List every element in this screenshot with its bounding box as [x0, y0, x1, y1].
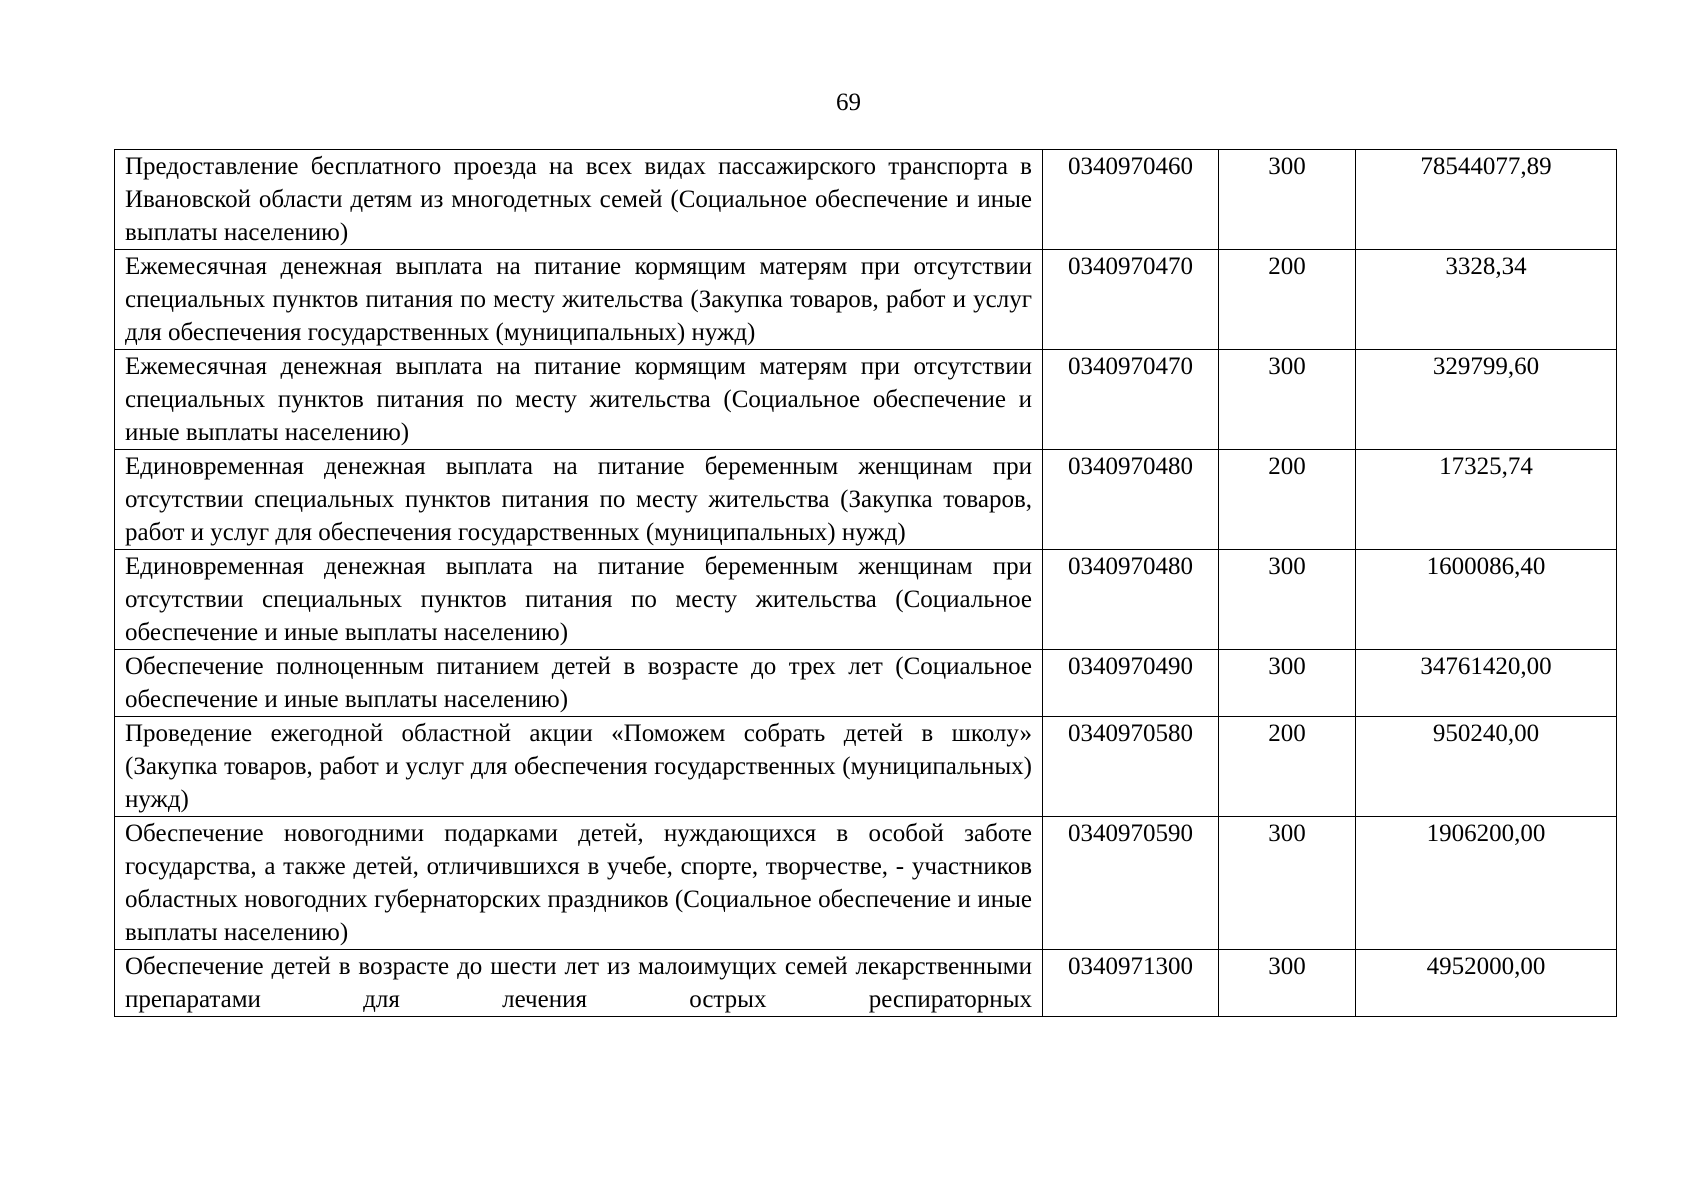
row-name: Обеспечение детей в возрасте до шести лет из малоимущих семей лекарственными препаратами для лечения острых респираторных — [115, 950, 1043, 1017]
row-code: 0340970480 — [1043, 450, 1219, 550]
row-type: 200 — [1219, 717, 1356, 817]
row-name: Обеспечение новогодними подарками детей, нуждающихся в особой заботе государства, а также детей, отличившихся в учебе, спорте, творчестве, - участников областных новогодних губернаторских праздников (Социальное обеспечение и иные выплаты населению) — [115, 817, 1043, 950]
row-sum: 329799,60 — [1356, 350, 1617, 450]
row-sum: 950240,00 — [1356, 717, 1617, 817]
row-name: Проведение ежегодной областной акции «Поможем собрать детей в школу» (Закупка товаров, работ и услуг для обеспечения государственных (муниципальных) нужд) — [115, 717, 1043, 817]
row-type: 300 — [1219, 950, 1356, 1017]
row-code: 0340970480 — [1043, 550, 1219, 650]
row-code: 0340970460 — [1043, 150, 1219, 250]
row-name: Единовременная денежная выплата на питание беременным женщинам при отсутствии специальных пунктов питания по месту жительства (Социальное обеспечение и иные выплаты населению) — [115, 550, 1043, 650]
row-sum: 1906200,00 — [1356, 817, 1617, 950]
row-code: 0340970470 — [1043, 250, 1219, 350]
table-row — [115, 550, 1617, 650]
row-type: 300 — [1219, 150, 1356, 250]
row-name: Ежемесячная денежная выплата на питание кормящим матерям при отсутствии специальных пунктов питания по месту жительства (Закупка товаров, работ и услуг для обеспечения государственных (муниципальных) нужд) — [115, 250, 1043, 350]
budget-table — [114, 149, 1617, 1017]
row-code: 0340970490 — [1043, 650, 1219, 717]
row-code: 0340970590 — [1043, 817, 1219, 950]
row-type: 300 — [1219, 350, 1356, 450]
row-sum: 1600086,40 — [1356, 550, 1617, 650]
row-sum: 4952000,00 — [1356, 950, 1617, 1017]
row-code: 0340971300 — [1043, 950, 1219, 1017]
row-sum: 17325,74 — [1356, 450, 1617, 550]
row-type: 300 — [1219, 817, 1356, 950]
table-row — [115, 250, 1617, 350]
row-sum: 3328,34 — [1356, 250, 1617, 350]
table-row — [115, 717, 1617, 817]
table-row — [115, 950, 1617, 1017]
row-sum: 78544077,89 — [1356, 150, 1617, 250]
table-row — [115, 450, 1617, 550]
table-row — [115, 150, 1617, 250]
row-type: 300 — [1219, 650, 1356, 717]
row-code: 0340970580 — [1043, 717, 1219, 817]
row-name: Ежемесячная денежная выплата на питание кормящим матерям при отсутствии специальных пунктов питания по месту жительства (Социальное обеспечение и иные выплаты населению) — [115, 350, 1043, 450]
row-type: 200 — [1219, 450, 1356, 550]
table-row — [115, 650, 1617, 717]
table-row — [115, 350, 1617, 450]
row-code: 0340970470 — [1043, 350, 1219, 450]
row-type: 300 — [1219, 550, 1356, 650]
row-sum: 34761420,00 — [1356, 650, 1617, 717]
row-type: 200 — [1219, 250, 1356, 350]
page-number: 69 — [836, 89, 861, 116]
row-name: Предоставление бесплатного проезда на всех видах пассажирского транспорта в Ивановской области детям из многодетных семей (Социальное обеспечение и иные выплаты населению) — [115, 150, 1043, 250]
table-row — [115, 817, 1617, 950]
row-name: Обеспечение полноценным питанием детей в возрасте до трех лет (Социальное обеспечение и иные выплаты населению) — [115, 650, 1043, 717]
row-name: Единовременная денежная выплата на питание беременным женщинам при отсутствии специальных пунктов питания по месту жительства (Закупка товаров, работ и услуг для обеспечения государственных (муниципальных) нужд) — [115, 450, 1043, 550]
